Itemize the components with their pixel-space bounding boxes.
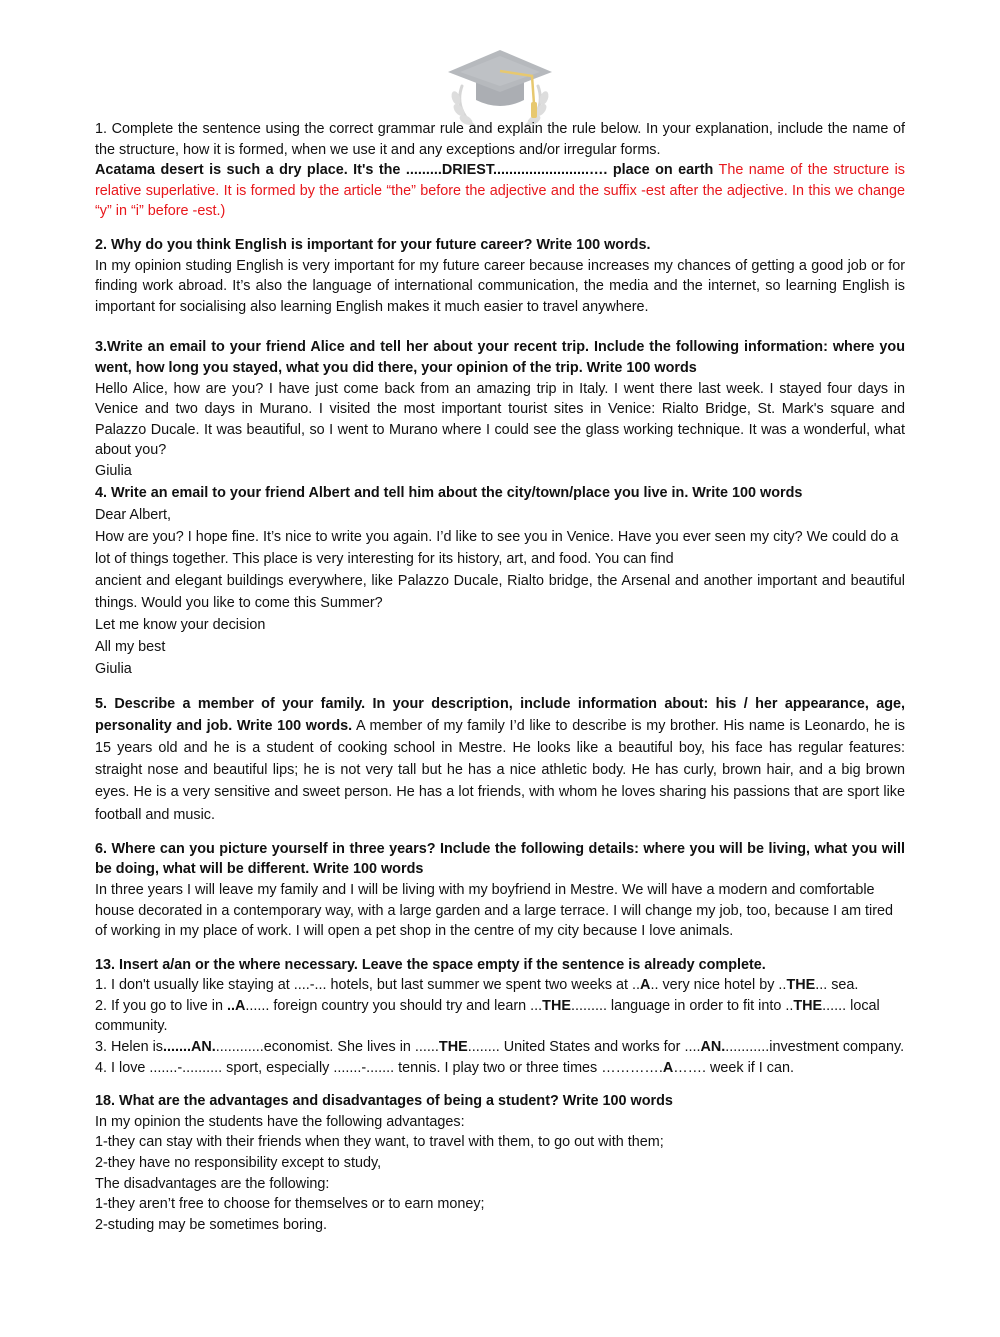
question-6	[95, 839, 905, 942]
q4-line-1: How are you? I hope fine. It’s nice to write you again. I’d like to see you in Venice. Have you ever seen my city? We could do a lot of things together. This place is very interesting for its history, art, and food. You can find	[95, 528, 899, 567]
question-5	[95, 693, 905, 826]
q13-sentence-2: 2. If you go to live in ..A...... foreign country you should try and learn ...THE......... language in order to fit into ..THE...... local community.	[95, 997, 880, 1035]
q18-line: 2-they have no responsibility except to study,	[95, 1155, 382, 1172]
q4-line-4: All my best	[95, 638, 166, 655]
q3-answer: Hello Alice, how are you? I have just come back from an amazing trip in Italy. I went there last week. I stayed four days in Venice and two days in Murano. I visited the most important tourist sites in Venice: Rialto Bridge, St. Mark's square and Palazzo Ducale. It was beautiful, so I went to Murano where I could see the glass working technique. It was a wonderful, what about you?	[95, 380, 905, 459]
question-13	[95, 955, 905, 1079]
q13-sentence-3: 3. Helen is.......AN.............economist. She lives in ......THE........ United States and works for ....AN............investment company.	[95, 1039, 905, 1056]
q6-answer: In three years I will leave my family and I will be living with my boyfriend in Mestre. We will have a modern and comfortable house decorated in a contemporary way, with a large garden and a large terrace. I will change my job, too, because I am tired of working in my place of work. I will open a pet shop in the centre of my city because I love animals.	[95, 881, 894, 940]
q13-sentence-4: 4. I love .......-.......... sport, especially .......-....... tennis. I play two or three times ………….A……. week if I can.	[95, 1059, 794, 1076]
q4-line-3: Let me know your decision	[95, 616, 266, 633]
q18-line: 1-they aren’t free to choose for themselves or to earn money;	[95, 1196, 485, 1213]
q1-prompt: 1. Complete the sentence using the correct grammar rule and explain the rule below. In your explanation, include the name of the structure, how it is formed, when we use it and any exceptions and/or irregular forms.	[95, 121, 905, 158]
question-18	[95, 1091, 905, 1235]
q2-answer: In my opinion studing English is very important for my future career because increases my chances of getting a good job or for finding work abroad. It’s also the language of international communication, the media and the internet, so learning English is important for socialising also learning English makes it much easier to travel anywhere.	[95, 257, 905, 315]
q1-sentence: Acatama desert is such a dry place. It's the .........DRIEST........................…. place on earth	[95, 162, 714, 179]
q2-title: 2. Why do you think English is important for your future career? Write 100 words.	[95, 236, 651, 253]
q1-answer: The name of the structure is relative superlative. It is formed by the article “the” before the adjective and the suffix -est after the adjective. In this we change “y” in “i” before -est.)	[95, 162, 906, 220]
q4-title: 4. Write an email to your friend Albert and tell him about the city/town/place you live in. Write 100 words	[95, 484, 803, 501]
q13-sentence-1: 1. I don't usually like staying at ....-... hotels, but last summer we spent two weeks at ..A.. very nice hotel by ..THE... sea.	[95, 977, 859, 994]
q5-answer: A member of my family I’d like to describe is my brother. His name is Leonardo, he is 15 years old and he is a student of cooking school in Mestre. He looks like a beautiful boy, his face has regular features: straight nose and beautiful lips; he is not very tall but he has a nice athletic body. He has curly, brown hair, and a big brown eyes. He is a very sensitive and sweet person. He has a lot friends, with whom he loves sharing his passions that are sport like football and music.	[95, 717, 906, 823]
q18-line: 2-studing may be sometimes boring.	[95, 1216, 327, 1233]
worksheet	[95, 119, 905, 1235]
question-2	[95, 235, 905, 317]
q13-title: 13. Insert a/an or the where necessary. Leave the space empty if the sentence is already complete.	[95, 956, 766, 973]
q4-signature: Giulia	[95, 660, 132, 677]
q4-greeting: Dear Albert,	[95, 506, 171, 523]
question-3	[95, 337, 905, 481]
q6-title: 6. Where can you picture yourself in three years? Include the following details: where you will be living, what you will be doing, what will be different. Write 100 words	[95, 840, 905, 878]
q18-title: 18. What are the advantages and disadvantages of being a student? Write 100 words	[95, 1093, 673, 1110]
question-1	[95, 119, 905, 222]
q18-line: 1-they can stay with their friends when they want, to travel with them, to go out with them;	[95, 1134, 664, 1151]
q18-line: In my opinion the students have the following advantages:	[95, 1113, 465, 1130]
q5-title: 5. Describe a member of your family. In your description, include information about: his / her appearance, age, personality and job. Write 100 words.	[95, 695, 905, 734]
question-4	[95, 482, 905, 680]
q3-signature: Giulia	[95, 462, 132, 479]
q4-line-2: ancient and elegant buildings everywhere, like Palazzo Ducale, Rialto bridge, the Arsenal and another important and beautiful things. Would you like to come this Summer?	[95, 572, 905, 611]
q18-line: The disadvantages are the following:	[95, 1175, 330, 1192]
q3-title: 3.Write an email to your friend Alice and tell her about your recent trip. Include the following information: where you went, how long you stayed, what you did there, your opinion of the trip. Write 100 words	[95, 339, 905, 376]
